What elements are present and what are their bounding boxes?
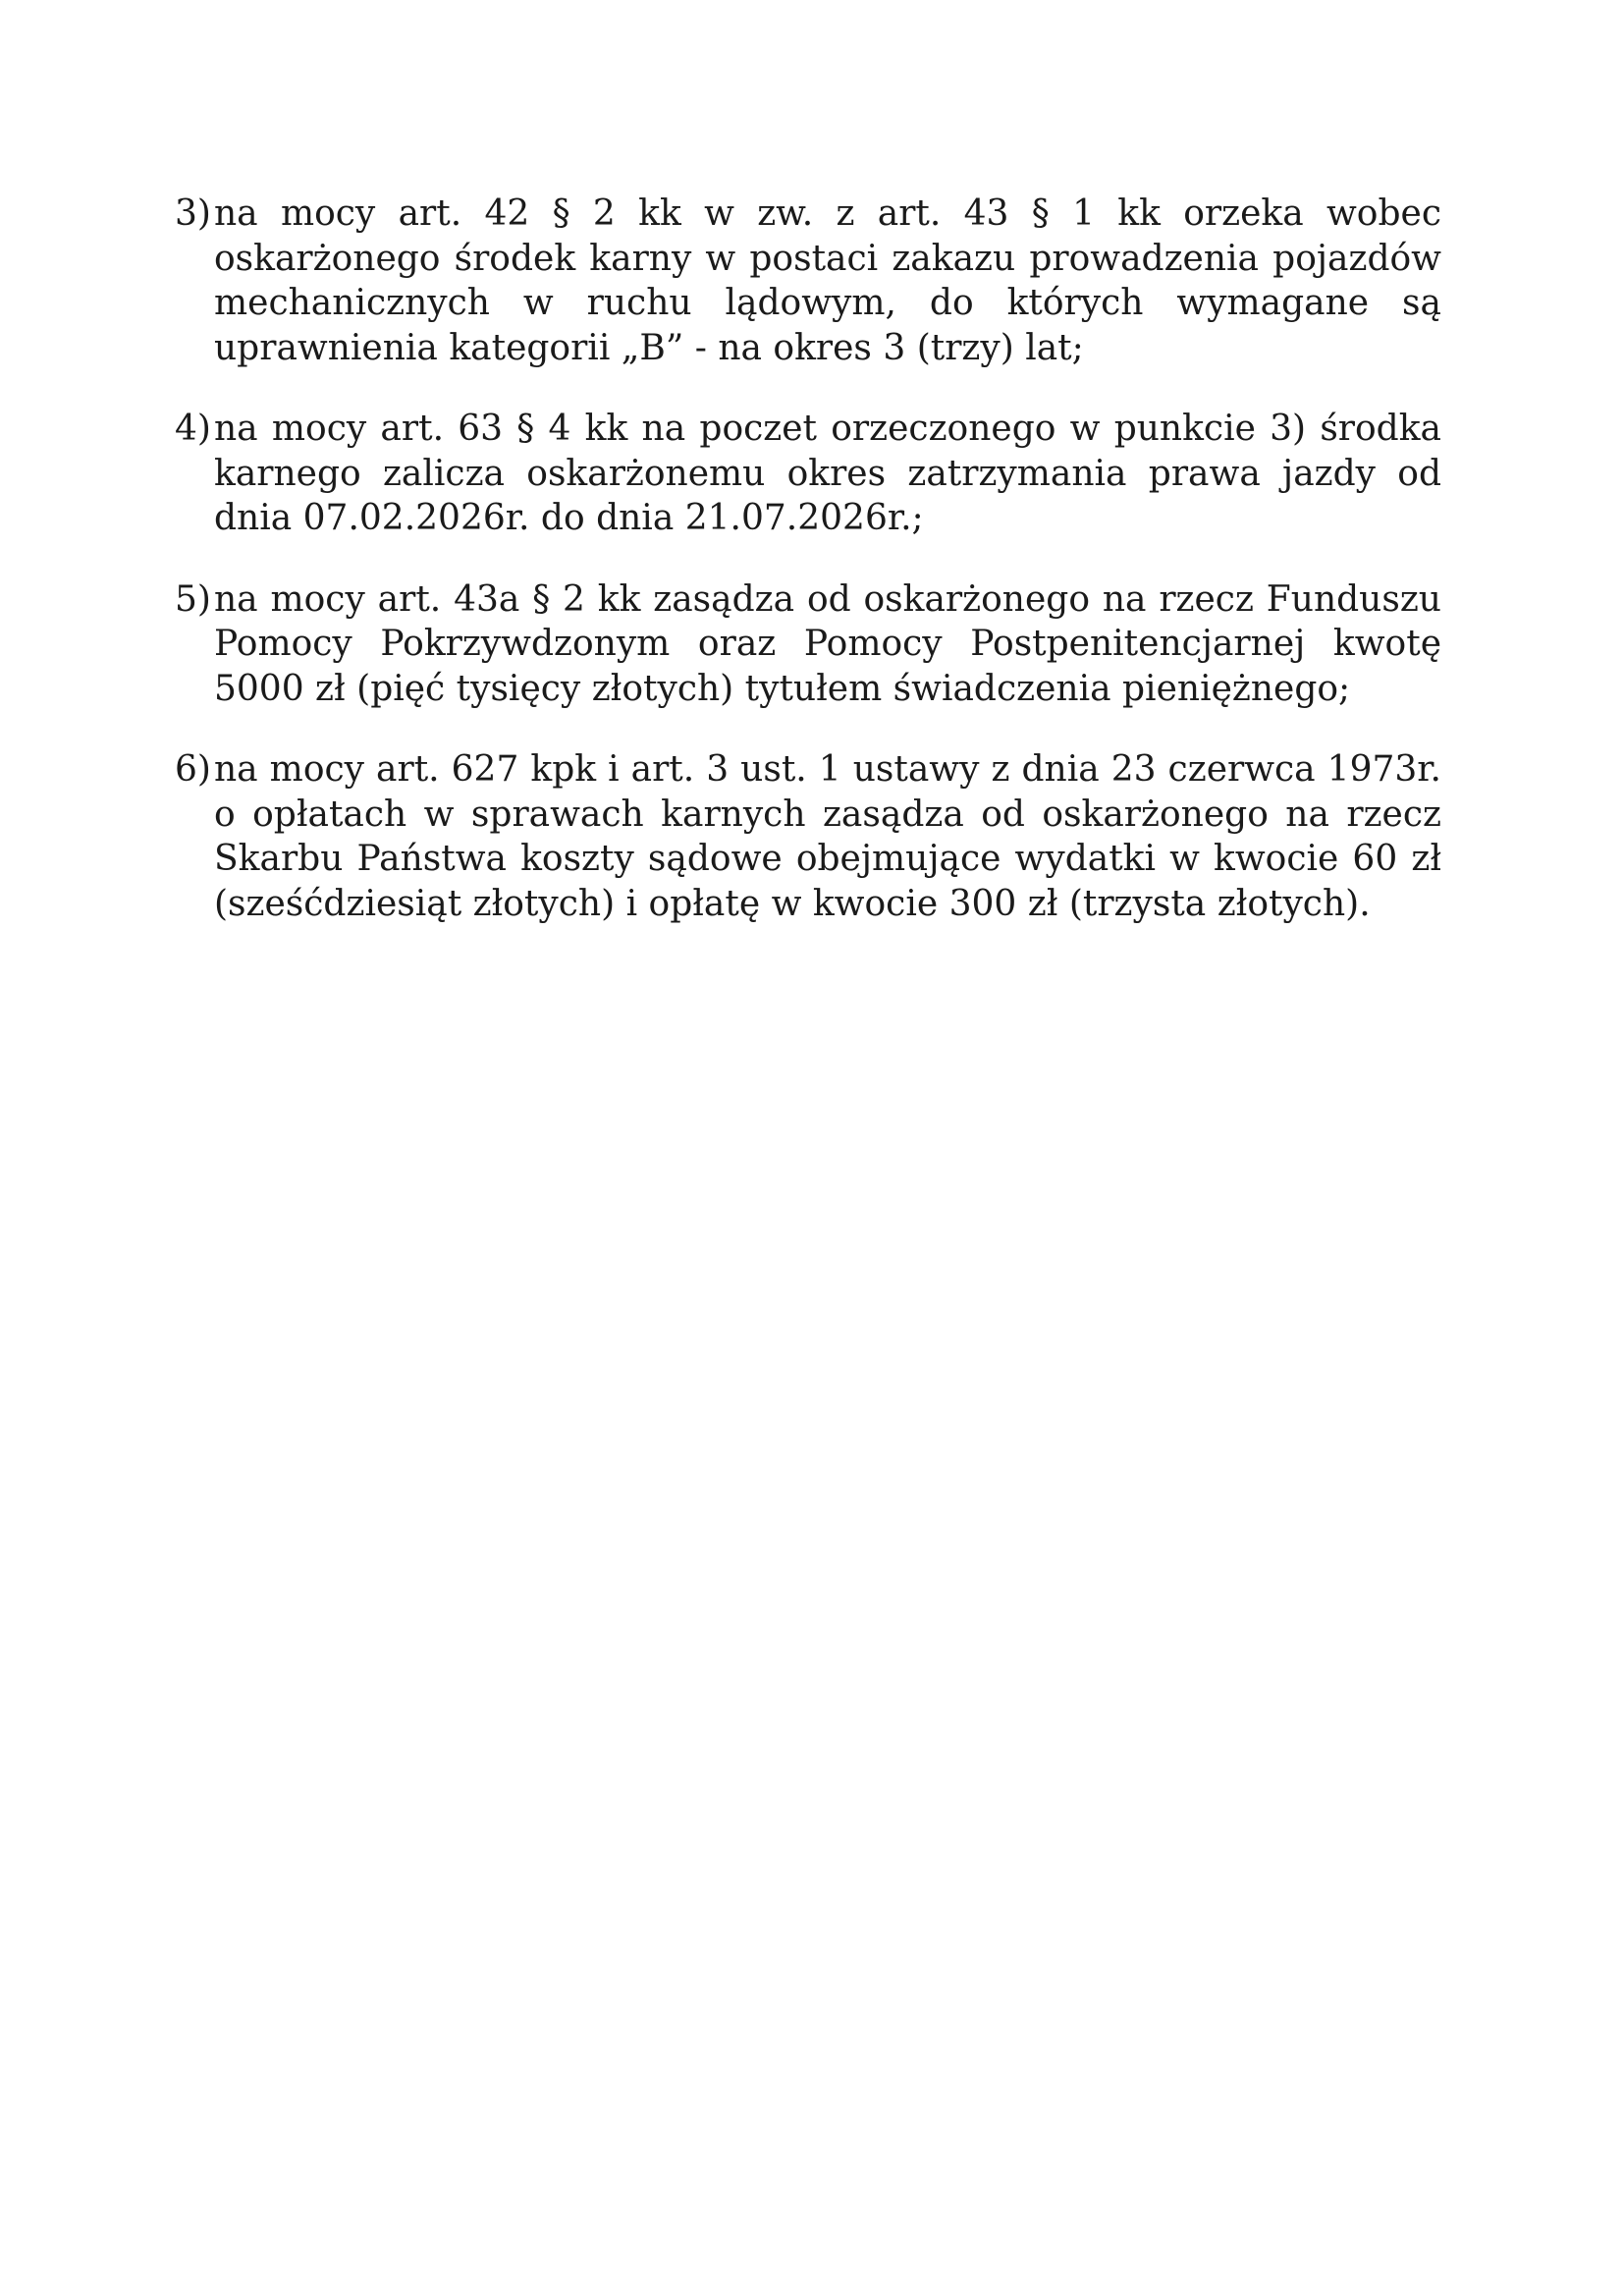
list-item-number: 3) [175,193,211,234]
list-item-6 [175,747,1441,926]
list-item-number: 5) [175,578,211,620]
list-item-3 [175,191,1441,370]
list-item-5 [175,577,1441,712]
list-item-text: na mocy art. 627 kpk i art. 3 ust. 1 ustawy z dnia 23 czerwca 1973r. o opłatach w sprawach karnych zasądza od oskarżonego na rzecz Skarbu Państwa koszty sądowe obejmujące wydatki w kwocie 60 zł (sześćdziesiąt złotych) i opłatę w kwocie 300 zł (trzysta złotych). [214,749,1441,924]
judgment-items-list [175,191,1441,962]
list-item-4 [175,407,1441,541]
list-item-number: 6) [175,749,211,790]
list-item-text: na mocy art. 63 § 4 kk na poczet orzeczonego w punkcie 3) środka karnego zalicza oskarżonemu okres zatrzymania prawa jazdy od dnia 07.02.2026r. do dnia 21.07.2026r.; [214,409,1441,538]
list-item-text: na mocy art. 43a § 2 kk zasądza od oskarżonego na rzecz Funduszu Pomocy Pokrzywdzonym oraz Pomocy Postpenitencjarnej kwotę 5000 zł (pięć tysięcy złotych) tytułem świadczenia pieniężnego; [214,578,1441,709]
list-item-text: na mocy art. 42 § 2 kk w zw. z art. 43 § 1 kk orzeka wobec oskarżonego środek karny w postaci zakazu prowadzenia pojazdów mechanicznych w ruchu lądowym, do których wymagane są uprawnienia kategorii „B” - na okres 3 (trzy) lat; [214,193,1441,368]
list-item-number: 4) [175,409,211,449]
